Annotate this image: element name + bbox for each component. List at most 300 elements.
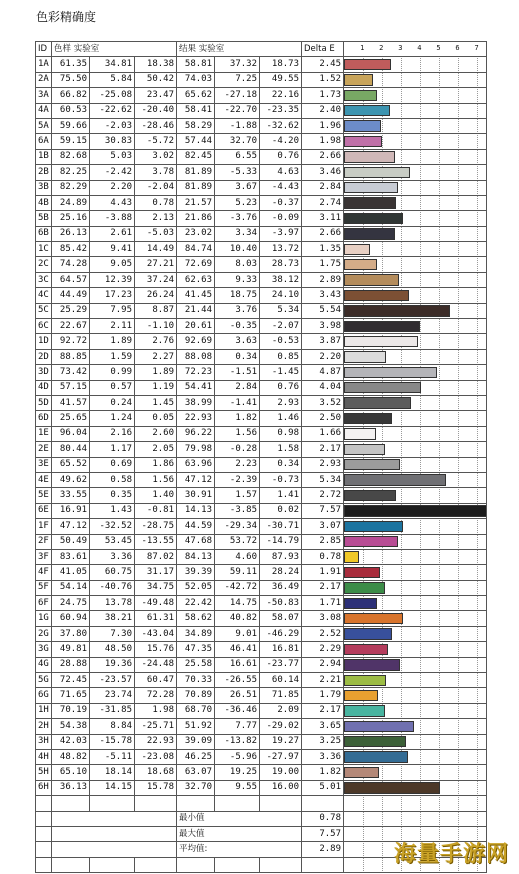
target-lab-value: 8.87: [135, 303, 177, 318]
target-lab-value: -5.11: [90, 749, 135, 764]
result-lab-value: 4.63: [260, 165, 302, 180]
target-lab-value: 1.19: [135, 380, 177, 395]
grid-line: [420, 519, 421, 534]
result-lab-value: 82.45: [177, 149, 215, 164]
delta-e-bar: [344, 197, 396, 208]
target-lab-value: 2.16: [90, 426, 135, 441]
result-lab-value: 36.49: [260, 580, 302, 595]
grid-line: [420, 811, 421, 826]
grid-line: [401, 796, 402, 811]
empty-cell: [36, 857, 52, 872]
target-lab-value: 61.35: [52, 57, 90, 72]
grid-line: [458, 288, 459, 303]
grid-line: [420, 534, 421, 549]
result-lab-value: -0.28: [215, 442, 260, 457]
result-lab-value: 20.61: [177, 319, 215, 334]
grid-line: [439, 688, 440, 703]
delta-e-bar-cell: [344, 673, 487, 688]
grid-line: [439, 749, 440, 764]
table-row: [36, 165, 487, 180]
result-lab-value: 59.11: [215, 565, 260, 580]
target-lab-value: 92.72: [52, 334, 90, 349]
delta-e-bar: [344, 705, 385, 716]
target-lab-value: 17.23: [90, 288, 135, 303]
grid-line: [477, 257, 478, 272]
delta-e-value: 3.52: [302, 395, 344, 410]
table-row: [36, 257, 487, 272]
result-lab-value: 3.34: [215, 226, 260, 241]
table-row: [36, 488, 487, 503]
delta-e-value: 1.66: [302, 426, 344, 441]
target-lab-value: 24.89: [52, 195, 90, 210]
target-lab-value: 2.13: [135, 211, 177, 226]
grid-line: [477, 457, 478, 472]
result-lab-value: -27.97: [260, 749, 302, 764]
empty-cell: [90, 857, 135, 872]
grid-line: [439, 519, 440, 534]
table-row: [36, 180, 487, 195]
target-lab-value: 47.12: [52, 519, 90, 534]
grid-line: [477, 380, 478, 395]
grid-line: [458, 442, 459, 457]
grid-line: [458, 303, 459, 318]
target-lab-value: 0.58: [90, 472, 135, 487]
grid-line: [477, 288, 478, 303]
target-lab-value: 22.93: [135, 734, 177, 749]
table-row: [36, 411, 487, 426]
result-lab-value: 2.09: [260, 703, 302, 718]
header-result-lab: 结果 实验室: [177, 42, 302, 57]
patch-id: 3H: [36, 734, 52, 749]
target-lab-value: 65.52: [52, 457, 90, 472]
grid-line: [458, 180, 459, 195]
grid-line: [420, 611, 421, 626]
grid-line: [477, 565, 478, 580]
delta-e-value: 3.65: [302, 719, 344, 734]
target-lab-value: 49.62: [52, 472, 90, 487]
table-row: [36, 457, 487, 472]
target-lab-value: 25.65: [52, 411, 90, 426]
grid-line: [401, 195, 402, 210]
header-row: [36, 42, 487, 57]
grid-line: [458, 488, 459, 503]
result-lab-value: 24.10: [260, 288, 302, 303]
result-lab-value: 19.25: [215, 765, 260, 780]
target-lab-value: 59.66: [52, 118, 90, 133]
delta-e-value: 3.07: [302, 519, 344, 534]
grid-line: [439, 596, 440, 611]
result-lab-value: 81.89: [177, 165, 215, 180]
patch-id: 4A: [36, 103, 52, 118]
grid-line: [439, 549, 440, 564]
table-row: [36, 272, 487, 287]
result-lab-value: 74.03: [177, 72, 215, 87]
patch-id: 1A: [36, 57, 52, 72]
target-lab-value: 18.38: [135, 57, 177, 72]
delta-e-bar-cell: [344, 257, 487, 272]
grid-line: [477, 226, 478, 241]
target-lab-value: -1.10: [135, 319, 177, 334]
result-lab-value: -30.71: [260, 519, 302, 534]
target-lab-value: 26.13: [52, 226, 90, 241]
grid-line: [458, 534, 459, 549]
delta-e-bar: [344, 367, 437, 378]
grid-line: [382, 688, 383, 703]
grid-line: [439, 580, 440, 595]
delta-e-bar-cell: [344, 180, 487, 195]
grid-line: [382, 811, 383, 826]
grid-line: [439, 149, 440, 164]
delta-e-bar-cell: [344, 503, 487, 518]
target-lab-value: -15.78: [90, 734, 135, 749]
target-lab-value: 87.02: [135, 549, 177, 564]
grid-line: [477, 780, 478, 795]
grid-line: [439, 734, 440, 749]
result-lab-value: -0.09: [260, 211, 302, 226]
target-lab-value: -20.40: [135, 103, 177, 118]
delta-e-bar: [344, 567, 380, 578]
result-lab-value: 0.02: [260, 503, 302, 518]
delta-e-bar-cell: [344, 488, 487, 503]
grid-line: [477, 442, 478, 457]
result-lab-value: -2.39: [215, 472, 260, 487]
delta-e-value: 2.45: [302, 57, 344, 72]
grid-line: [477, 149, 478, 164]
patch-id: 1B: [36, 149, 52, 164]
result-lab-value: 6.55: [215, 149, 260, 164]
delta-e-bar: [344, 536, 398, 547]
table-row: [36, 719, 487, 734]
delta-e-bar-cell: [344, 103, 487, 118]
table-row: [36, 549, 487, 564]
patch-id: 1D: [36, 334, 52, 349]
delta-e-bar-cell: [344, 719, 487, 734]
grid-line: [477, 134, 478, 149]
delta-e-value: 2.17: [302, 580, 344, 595]
target-lab-value: 64.57: [52, 272, 90, 287]
grid-line: [401, 626, 402, 641]
table-row: [36, 657, 487, 672]
scale-tick: 7: [474, 44, 479, 52]
result-lab-value: 23.02: [177, 226, 215, 241]
delta-e-value: 3.36: [302, 749, 344, 764]
scale-tick: 1: [360, 44, 365, 52]
target-lab-value: 60.53: [52, 103, 90, 118]
target-lab-value: 82.25: [52, 165, 90, 180]
patch-id: 6E: [36, 503, 52, 518]
result-lab-value: -5.96: [215, 749, 260, 764]
delta-e-bar-cell: [344, 380, 487, 395]
table-row: [36, 688, 487, 703]
grid-line: [420, 226, 421, 241]
target-lab-value: -3.88: [90, 211, 135, 226]
target-lab-value: 1.45: [135, 395, 177, 410]
table-row: [36, 118, 487, 133]
target-lab-value: -28.46: [135, 118, 177, 133]
patch-id: 3E: [36, 457, 52, 472]
empty-cell: [215, 857, 260, 872]
result-lab-value: 9.55: [215, 780, 260, 795]
grid-line: [420, 72, 421, 87]
result-lab-value: -0.35: [215, 319, 260, 334]
result-lab-value: -1.41: [215, 395, 260, 410]
result-lab-value: 41.45: [177, 288, 215, 303]
target-lab-value: 18.68: [135, 765, 177, 780]
target-lab-value: -24.48: [135, 657, 177, 672]
grid-line: [420, 411, 421, 426]
summary-value: 0.78: [302, 811, 344, 826]
target-lab-value: 34.81: [90, 57, 135, 72]
patch-id: 3C: [36, 272, 52, 287]
target-lab-value: 23.74: [90, 688, 135, 703]
delta-e-bar: [344, 736, 406, 747]
grid-line: [477, 165, 478, 180]
delta-e-value: 3.08: [302, 611, 344, 626]
target-lab-value: 88.85: [52, 349, 90, 364]
target-lab-value: 38.21: [90, 611, 135, 626]
grid-line: [420, 180, 421, 195]
target-lab-value: 13.78: [90, 596, 135, 611]
grid-line: [382, 549, 383, 564]
target-lab-value: 60.94: [52, 611, 90, 626]
grid-line: [458, 272, 459, 287]
delta-e-value: 1.82: [302, 765, 344, 780]
delta-e-value: 3.98: [302, 319, 344, 334]
delta-e-bar-cell: [344, 195, 487, 210]
target-lab-value: -40.76: [90, 580, 135, 595]
result-lab-value: 79.98: [177, 442, 215, 457]
patch-id: 1F: [36, 519, 52, 534]
empty-cell: [260, 857, 302, 872]
grid-line: [363, 549, 364, 564]
delta-e-bar: [344, 305, 450, 316]
grid-line: [401, 426, 402, 441]
patch-id: 4E: [36, 472, 52, 487]
target-lab-value: 23.47: [135, 88, 177, 103]
delta-e-value: 5.01: [302, 780, 344, 795]
target-lab-value: -43.04: [135, 626, 177, 641]
delta-e-bar: [344, 259, 377, 270]
result-lab-value: -36.46: [215, 703, 260, 718]
delta-e-bar-cell: [344, 226, 487, 241]
target-lab-value: 37.24: [135, 272, 177, 287]
result-lab-value: 46.25: [177, 749, 215, 764]
result-lab-value: 40.82: [215, 611, 260, 626]
result-lab-value: 4.60: [215, 549, 260, 564]
delta-e-value: 1.98: [302, 134, 344, 149]
grid-line: [477, 688, 478, 703]
grid-line: [420, 334, 421, 349]
grid-line: [382, 242, 383, 257]
grid-line: [458, 549, 459, 564]
result-lab-value: 16.61: [215, 657, 260, 672]
grid-line: [420, 426, 421, 441]
grid-line: [439, 657, 440, 672]
result-lab-value: 72.23: [177, 365, 215, 380]
result-lab-value: 49.55: [260, 72, 302, 87]
result-lab-value: 9.01: [215, 626, 260, 641]
delta-e-value: 1.75: [302, 257, 344, 272]
grid-line: [420, 596, 421, 611]
target-lab-value: 27.21: [135, 257, 177, 272]
grid-line: [458, 734, 459, 749]
empty-cell: [90, 796, 135, 811]
grid-line: [458, 426, 459, 441]
delta-e-bar: [344, 782, 440, 793]
result-lab-value: 21.86: [177, 211, 215, 226]
result-lab-value: 7.77: [215, 719, 260, 734]
patch-id: 1C: [36, 242, 52, 257]
grid-line: [382, 257, 383, 272]
empty-cell: [135, 857, 177, 872]
table-row: [36, 765, 487, 780]
delta-e-bar-cell: [344, 72, 487, 87]
summary-label: 最小值: [177, 811, 302, 826]
grid-line: [477, 719, 478, 734]
result-lab-value: -23.77: [260, 657, 302, 672]
grid-line: [477, 180, 478, 195]
delta-e-bar: [344, 136, 382, 147]
table-row: [36, 626, 487, 641]
grid-line: [382, 842, 383, 857]
target-lab-value: 48.82: [52, 749, 90, 764]
table-row: [36, 426, 487, 441]
result-lab-value: 21.57: [177, 195, 215, 210]
grid-line: [477, 118, 478, 133]
delta-e-bar: [344, 644, 388, 655]
delta-e-value: 3.11: [302, 211, 344, 226]
grid-line: [382, 134, 383, 149]
delta-e-value: 1.73: [302, 88, 344, 103]
grid-line: [382, 118, 383, 133]
grid-line: [458, 211, 459, 226]
grid-line: [401, 134, 402, 149]
target-lab-value: 15.76: [135, 642, 177, 657]
patch-id: 5A: [36, 118, 52, 133]
table-row: [36, 319, 487, 334]
grid-line: [477, 472, 478, 487]
grid-line: [477, 734, 478, 749]
table-row: [36, 749, 487, 764]
table-row: [36, 565, 487, 580]
result-lab-value: 60.14: [260, 673, 302, 688]
grid-line: [439, 719, 440, 734]
result-lab-value: 70.33: [177, 673, 215, 688]
target-lab-value: 42.03: [52, 734, 90, 749]
grid-line: [458, 411, 459, 426]
result-lab-value: -26.55: [215, 673, 260, 688]
grid-line: [420, 796, 421, 811]
grid-line: [420, 642, 421, 657]
table-row: [36, 580, 487, 595]
grid-line: [420, 719, 421, 734]
grid-line: [477, 72, 478, 87]
result-lab-value: 16.81: [260, 642, 302, 657]
grid-line: [477, 411, 478, 426]
patch-id: 5B: [36, 211, 52, 226]
target-lab-value: 2.60: [135, 426, 177, 441]
summary-label: 最大值: [177, 826, 302, 841]
grid-line: [477, 749, 478, 764]
target-lab-value: -25.71: [135, 719, 177, 734]
delta-e-bar: [344, 74, 373, 85]
result-lab-value: 32.70: [215, 134, 260, 149]
delta-e-value: 3.43: [302, 288, 344, 303]
target-lab-value: 7.95: [90, 303, 135, 318]
grid-line: [439, 626, 440, 641]
grid-line: [401, 811, 402, 826]
target-lab-value: 65.10: [52, 765, 90, 780]
delta-e-value: 2.17: [302, 703, 344, 718]
patch-id: 6A: [36, 134, 52, 149]
table-row: [36, 519, 487, 534]
grid-line: [439, 118, 440, 133]
patch-id: 4G: [36, 657, 52, 672]
delta-e-value: 3.87: [302, 334, 344, 349]
result-lab-value: 47.68: [177, 534, 215, 549]
delta-e-bar: [344, 336, 418, 347]
patch-id: 2A: [36, 72, 52, 87]
patch-id: 6D: [36, 411, 52, 426]
grid-line: [477, 580, 478, 595]
grid-line: [458, 642, 459, 657]
patch-id: 5E: [36, 488, 52, 503]
table-row: [36, 57, 487, 72]
result-lab-value: 3.76: [215, 303, 260, 318]
empty-cell: [302, 857, 344, 872]
result-lab-value: 32.70: [177, 780, 215, 795]
patch-id: 4D: [36, 380, 52, 395]
grid-line: [382, 596, 383, 611]
table-row: [36, 611, 487, 626]
result-lab-value: 19.00: [260, 765, 302, 780]
grid-line: [458, 57, 459, 72]
target-lab-value: 5.03: [90, 149, 135, 164]
result-lab-value: -3.85: [215, 503, 260, 518]
table-row: [36, 380, 487, 395]
grid-line: [458, 811, 459, 826]
table-row: [36, 288, 487, 303]
target-lab-value: 1.17: [90, 442, 135, 457]
grid-line: [477, 272, 478, 287]
delta-e-bar: [344, 474, 446, 485]
delta-e-bar: [344, 228, 395, 239]
delta-e-bar: [344, 182, 398, 193]
target-lab-value: 82.68: [52, 149, 90, 164]
delta-e-value: 1.52: [302, 72, 344, 87]
delta-e-bar-cell: [344, 57, 487, 72]
result-lab-value: -23.35: [260, 103, 302, 118]
delta-e-bar: [344, 444, 385, 455]
grid-line: [420, 442, 421, 457]
result-lab-value: 0.76: [260, 380, 302, 395]
patch-id: 5H: [36, 765, 52, 780]
result-lab-value: 28.73: [260, 257, 302, 272]
delta-e-value: 2.85: [302, 534, 344, 549]
result-lab-value: 2.84: [215, 380, 260, 395]
grid-line: [477, 57, 478, 72]
patch-id: 4F: [36, 565, 52, 580]
grid-line: [439, 411, 440, 426]
grid-line: [439, 134, 440, 149]
result-lab-value: -50.83: [260, 596, 302, 611]
grid-line: [439, 703, 440, 718]
target-lab-value: 37.80: [52, 626, 90, 641]
target-lab-value: 74.28: [52, 257, 90, 272]
delta-e-bar: [344, 382, 421, 393]
result-lab-value: 18.73: [260, 57, 302, 72]
grid-line: [401, 57, 402, 72]
